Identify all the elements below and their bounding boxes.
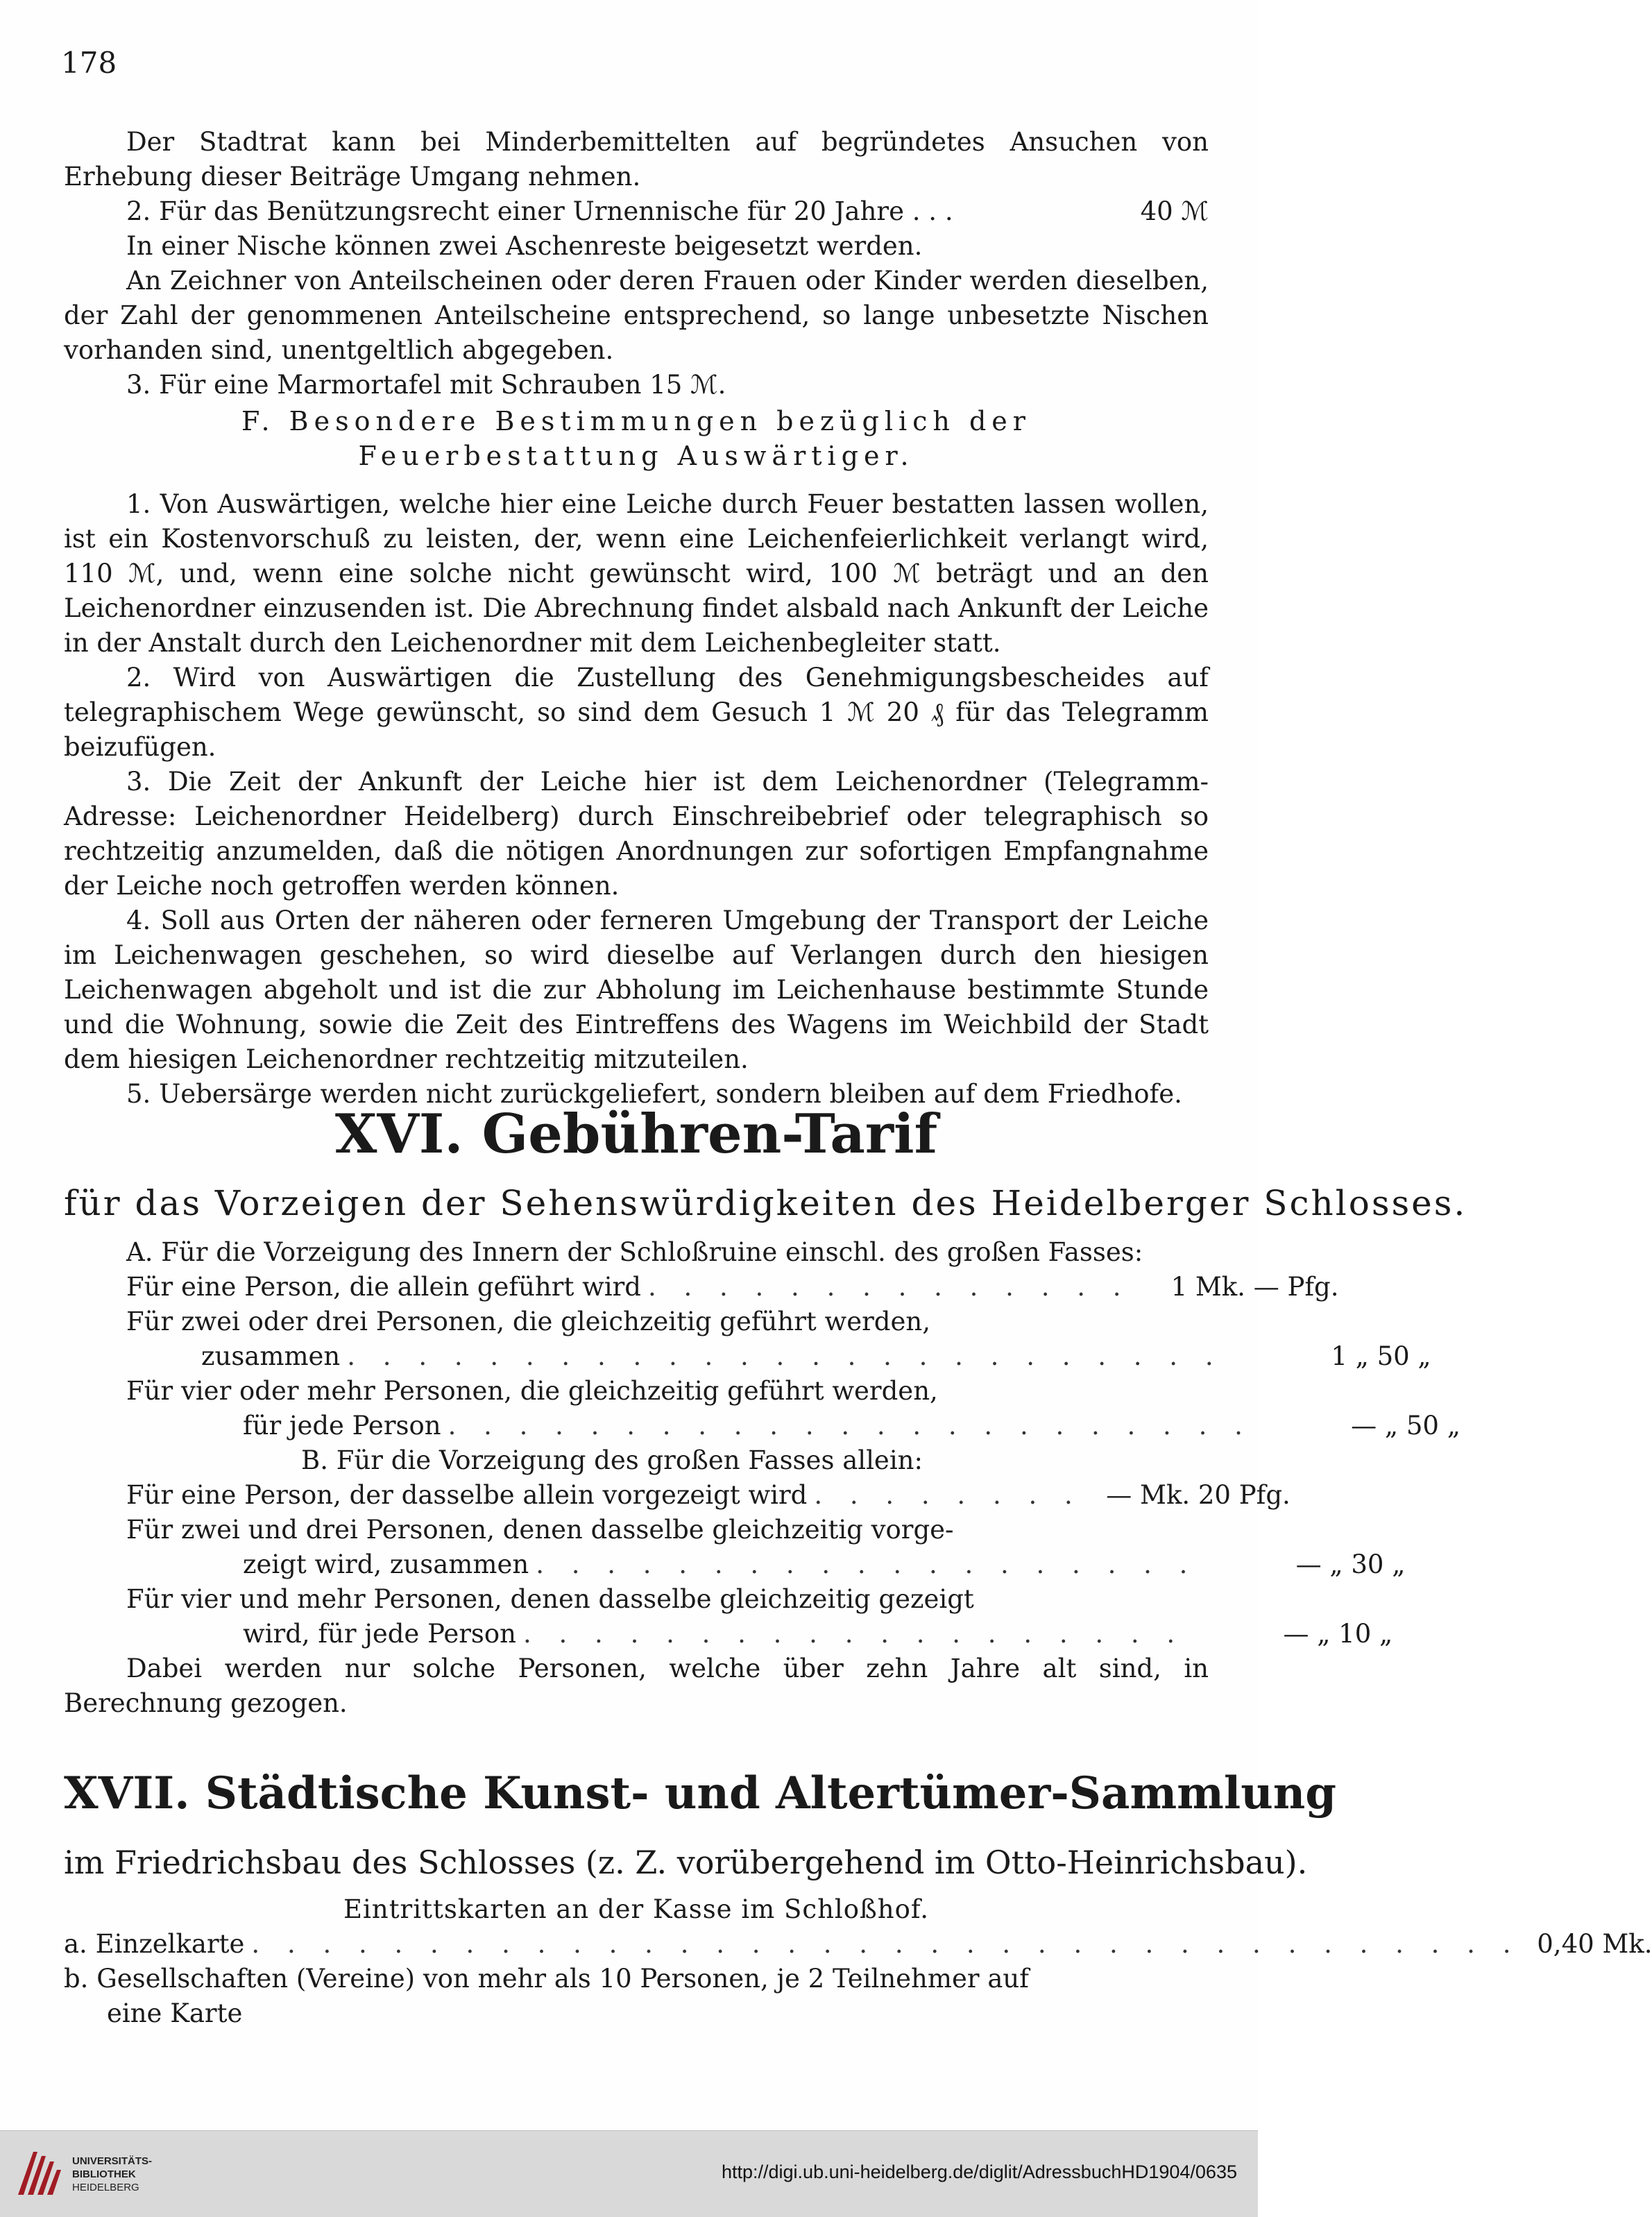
leader-dots: . . . . . . . . . . . . . . . . . . .: [523, 1619, 1185, 1649]
section-xvi-subtitle: für das Vorzeigen der Sehenswürdigkeiten des Heidelberger Schlosses.: [64, 1183, 1467, 1223]
section-f-heading: F. Besondere Bestimmungen bezüglich der Feuerbestattung Auswärtiger.: [241, 406, 1031, 471]
leader-dots: . . . . . . . . . . . . . . . . . . . . . . . . .: [347, 1341, 1223, 1371]
ticket-row-label: a. Einzelkarte: [64, 1929, 245, 1959]
fee-line-urn-niche: [64, 194, 1209, 229]
section-xvi: [64, 1103, 1467, 1721]
fee-row-label: Für vier und mehr Personen, denen dasselbe gleichzeitig gezeigt: [126, 1584, 974, 1614]
leader-dots: . . . . . . . .: [814, 1480, 1082, 1510]
section-f-item: 5. Uebersärge werden nicht zurückgeliefert, sondern bleiben auf dem Friedhofe.: [126, 1079, 1182, 1109]
logo-text: UNIVERSITÄTS- BIBLIOTHEK HEIDELBERG: [72, 2155, 153, 2193]
fee-row-continuation: für jede Person: [243, 1411, 441, 1441]
source-url-link[interactable]: http://digi.ub.uni-heidelberg.de/diglit/AdressbuchHD1904/0635: [721, 2161, 1237, 2182]
ticket-row: [64, 1927, 1652, 1962]
fee-row: [126, 1339, 1431, 1374]
section-f: [64, 404, 1209, 1112]
paragraph: An Zeichner von Anteilscheinen oder deren Frauen oder Kinder werden dieselben, der Zahl der genommenen Anteilscheine entsprechend, so lange unbesetzte Nischen vorhanden sind, unentgeltlich abgegeben.: [64, 266, 1209, 365]
fee-row-label: Für zwei oder drei Personen, die gleichzeitig geführt werden,: [126, 1307, 930, 1336]
fee-row-value: — „ 10 „: [1283, 1619, 1393, 1649]
fee-row: [126, 1270, 1339, 1305]
fee-row: [126, 1617, 1393, 1651]
fee-row-continuation: zusammen: [201, 1341, 341, 1371]
fee-row-value: — Mk. 20 Pfg.: [1106, 1480, 1291, 1510]
fee-line-value: 40 ℳ: [1140, 196, 1209, 226]
fee-row-continuation: zeigt wird, zusammen: [243, 1549, 529, 1579]
fee-row-value: 1 Mk. — Pfg.: [1170, 1272, 1339, 1302]
fee-row-value: — „ 50 „: [1351, 1411, 1461, 1441]
section-f-item: 3. Die Zeit der Ankunft der Leiche hier ist dem Leichenordner (Telegramm-Adresse: Leichenordner Heidelberg) durch Einschreibebrief oder telegraphisch so rechtzeitig anzumelden, daß die nötigen Anordnungen zur sofortigen Empfangnahme der Leiche noch getroffen werden können.: [64, 767, 1209, 901]
university-library-logo-icon: [12, 2146, 68, 2202]
section-f-item: 2. Wird von Auswärtigen die Zustellung des Genehmigungsbescheides auf telegraphischem Wege gewünscht, so sind dem Gesuch 1 ℳ 20 ₰ für das Telegramm beizufügen.: [64, 663, 1209, 762]
fee-row: [126, 1409, 1461, 1443]
leader-dots: . . . . . . . . . . . . . . . . . . . . . . . . . . . . . . . . . . . .: [251, 1929, 1521, 1959]
section-xvi-title: XVI. Gebühren-Tarif: [334, 1103, 938, 1166]
section-f-item: 4. Soll aus Orten der näheren oder ferneren Umgebung der Transport der Leiche im Leichenwagen geschehen, so wird dieselbe auf Verlangen durch den hiesigen Leichenwagen abgeholt und ist die zur Abholung im Leichenhause bestimmte Stunde und die Wohnung, sowie die Zeit des Eintreffens des Wagens im Weichbild der Stadt dem hiesigen Leichenordner rechtzeitig mitzuteilen.: [64, 906, 1209, 1074]
ticket-row-label: b. Gesellschaften (Vereine) von mehr als 10 Personen, je 2 Teilnehmer auf: [64, 1964, 1029, 1994]
fee-table: [64, 1235, 1461, 1651]
fee-table-a-heading: A. Für die Vorzeigung des Innern der Schloßruine einschl. des großen Fasses:: [126, 1237, 1143, 1267]
fee-table-note: Dabei werden nur solche Personen, welche über zehn Jahre alt sind, in Berechnung gezogen.: [64, 1654, 1209, 1718]
paragraph: In einer Nische können zwei Aschenreste beigesetzt werden.: [126, 231, 923, 261]
fee-row-continuation: wird, für jede Person: [243, 1619, 516, 1649]
leader-dots: . . . . . . . . . . . . . . . . . . . . . . .: [448, 1411, 1252, 1441]
fee-table-b-heading: B. Für die Vorzeigung des großen Fasses allein:: [301, 1445, 923, 1475]
section-xvii-subtitle: im Friedrichsbau des Schlosses (z. Z. vorübergehend im Otto-Heinrichsbau).: [64, 1844, 1308, 1881]
leader-dots: . . . . . . . . . . . . . . . . . . .: [536, 1549, 1198, 1579]
paragraph: 3. Für eine Marmortafel mit Schrauben 15 ℳ.: [126, 370, 726, 400]
fee-row-value: — „ 30 „: [1295, 1549, 1406, 1579]
fee-line-label: 2. Für das Benützungsrecht einer Urnennische für 20 Jahre . . .: [126, 196, 953, 226]
tickets-heading: Eintrittskarten an der Kasse im Schloßhof.: [343, 1894, 929, 1924]
footer-bar: [0, 2130, 1258, 2217]
section-f-item: 1. Von Auswärtigen, welche hier eine Leiche durch Feuer bestatten lassen wollen, ist ein Kostenvorschuß zu leisten, der, wenn eine Leichenfeierlichkeit verlangt wird, 110 ℳ, und, wenn eine solche nicht gewünscht wird, 100 ℳ beträgt und an den Leichenordner einzusenden ist. Die Abrechnung findet alsbald nach Ankunft der Leiche in der Anstalt durch den Leichenordner mit dem Leichenbegleiter statt.: [64, 489, 1209, 658]
ticket-row-continuation: eine Karte: [107, 1998, 243, 2028]
ticket-row-value: 0,40 Mk.: [1537, 1929, 1652, 1959]
fee-row: [126, 1547, 1406, 1582]
paragraph: Der Stadtrat kann bei Minderbemittelten auf begründetes Ansuchen von Erhebung dieser Beiträge Umgang nehmen.: [64, 127, 1209, 192]
fee-row-label: Für zwei und drei Personen, denen dasselbe gleichzeitig vorge-: [126, 1515, 954, 1545]
leader-dots: . . . . . . . . . . . . . .: [647, 1272, 1131, 1302]
cemetery-fees-block: [64, 125, 1209, 402]
section-xvii: [64, 1766, 1652, 2031]
section-xvii-title: XVII. Städtische Kunst- und Altertümer-Sammlung: [64, 1767, 1336, 1819]
fee-row-label: Für vier oder mehr Personen, die gleichzeitig geführt werden,: [126, 1376, 938, 1406]
fee-row: [126, 1478, 1291, 1513]
fee-row-value: 1 „ 50 „: [1331, 1341, 1431, 1371]
fee-row-label: Für eine Person, die allein geführt wird: [126, 1272, 641, 1302]
fee-row-label: Für eine Person, der dasselbe allein vorgezeigt wird: [126, 1480, 808, 1510]
page-number: 178: [61, 46, 117, 80]
